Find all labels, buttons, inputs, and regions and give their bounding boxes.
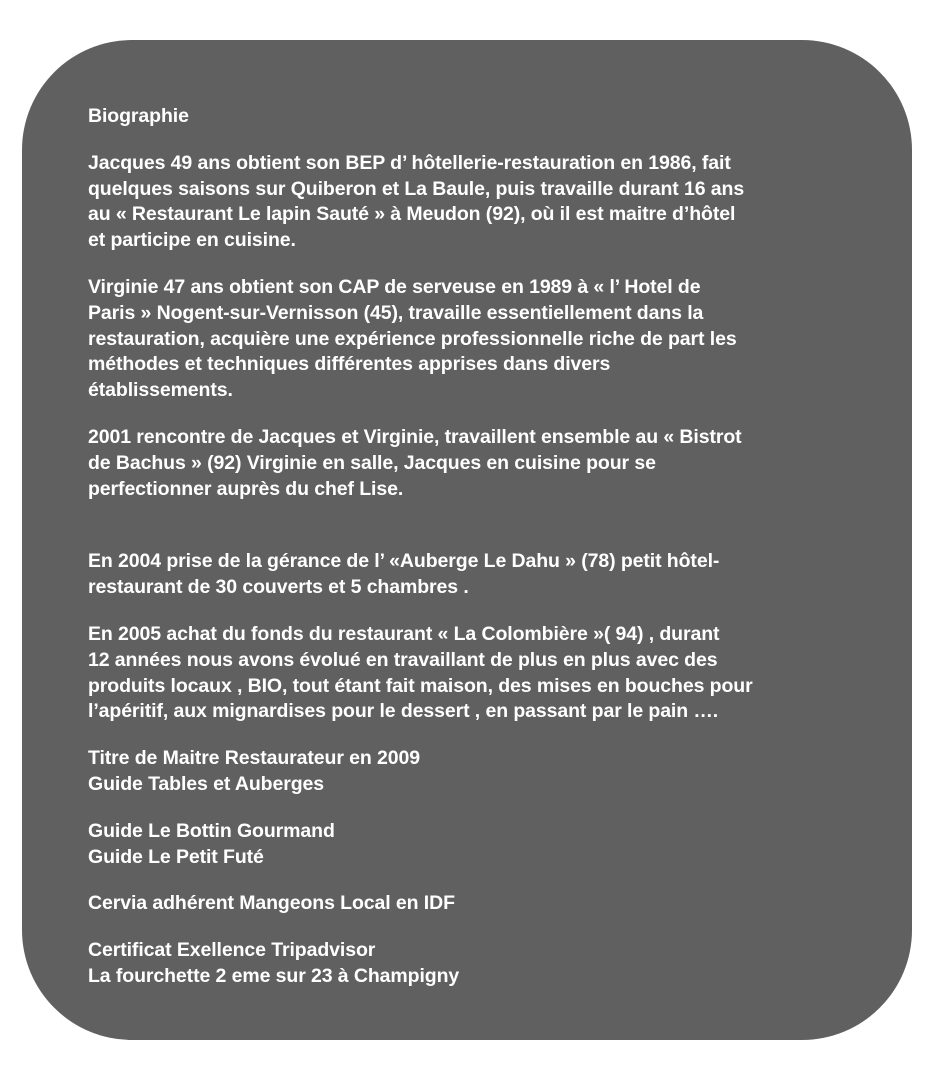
paragraph-line: Jacques 49 ans obtient son BEP d’ hôtellerie-restauration en 1986, fait xyxy=(88,151,731,174)
paragraph-line: établissements. xyxy=(88,379,233,402)
paragraph-certificates xyxy=(88,938,888,990)
paragraph-line: Certificat Exellence Tripadvisor xyxy=(88,939,376,962)
paragraph-line: quelques saisons sur Quiberon et La Baule, puis travaille durant 16 ans xyxy=(88,177,745,200)
paragraph-line: Guide Le Bottin Gourmand xyxy=(88,819,335,842)
paragraph-line: La fourchette 2 eme sur 23 à Champigny xyxy=(88,964,460,987)
paragraph-line: Titre de Maitre Restaurateur en 2009 xyxy=(88,747,421,770)
biography-card xyxy=(22,40,912,1040)
paragraph-line: de Bachus » (92) Virginie en salle, Jacques en cuisine pour se xyxy=(88,451,656,474)
paragraph-line: Paris » Nogent-sur-Vernisson (45), travaille essentiellement dans la xyxy=(88,301,704,324)
paragraph-2001 xyxy=(88,425,888,502)
paragraph-line: l’apéritif, aux mignardises pour le dessert , en passant par le pain …. xyxy=(88,700,719,723)
paragraph-line: restaurant de 30 couverts et 5 chambres . xyxy=(88,576,469,599)
paragraph-2005 xyxy=(88,622,888,725)
paragraph-line: et participe en cuisine. xyxy=(88,229,296,252)
paragraph-line: 2001 rencontre de Jacques et Virginie, travaillent ensemble au « Bistrot xyxy=(88,425,742,448)
paragraph-line: Guide Tables et Auberges xyxy=(88,772,324,795)
paragraph-line: Cervia adhérent Mangeons Local en IDF xyxy=(88,892,455,915)
paragraph-line: produits locaux , BIO, tout étant fait maison, des mises en bouches pour xyxy=(88,674,753,697)
paragraph-virginie xyxy=(88,275,888,404)
paragraph-line: En 2005 achat du fonds du restaurant « La Colombière »( 94) , durant xyxy=(88,622,720,645)
paragraph-line: restauration, acquière une expérience professionnelle riche de part les xyxy=(88,327,737,350)
paragraph-line: 12 années nous avons évolué en travaillant de plus en plus avec des xyxy=(88,648,718,671)
paragraph-line: perfectionner auprès du chef Lise. xyxy=(88,477,404,500)
paragraph-line: En 2004 prise de la gérance de l’ «Auberge Le Dahu » (78) petit hôtel- xyxy=(88,550,720,573)
biography-content xyxy=(88,104,888,990)
paragraph-guides xyxy=(88,819,888,871)
paragraph-line: au « Restaurant Le lapin Sauté » à Meudon (92), où il est maitre d’hôtel xyxy=(88,203,736,226)
paragraph-jacques xyxy=(88,151,888,254)
biography-heading: Biographie xyxy=(88,105,189,127)
paragraph-awards xyxy=(88,746,888,798)
paragraph-2004 xyxy=(88,549,888,601)
paragraph-cervia xyxy=(88,891,888,917)
paragraph-line: méthodes et techniques différentes apprises dans divers xyxy=(88,353,611,376)
paragraph-line: Guide Le Petit Futé xyxy=(88,845,264,868)
paragraph-line: Virginie 47 ans obtient son CAP de serveuse en 1989 à « l’ Hotel de xyxy=(88,275,701,298)
